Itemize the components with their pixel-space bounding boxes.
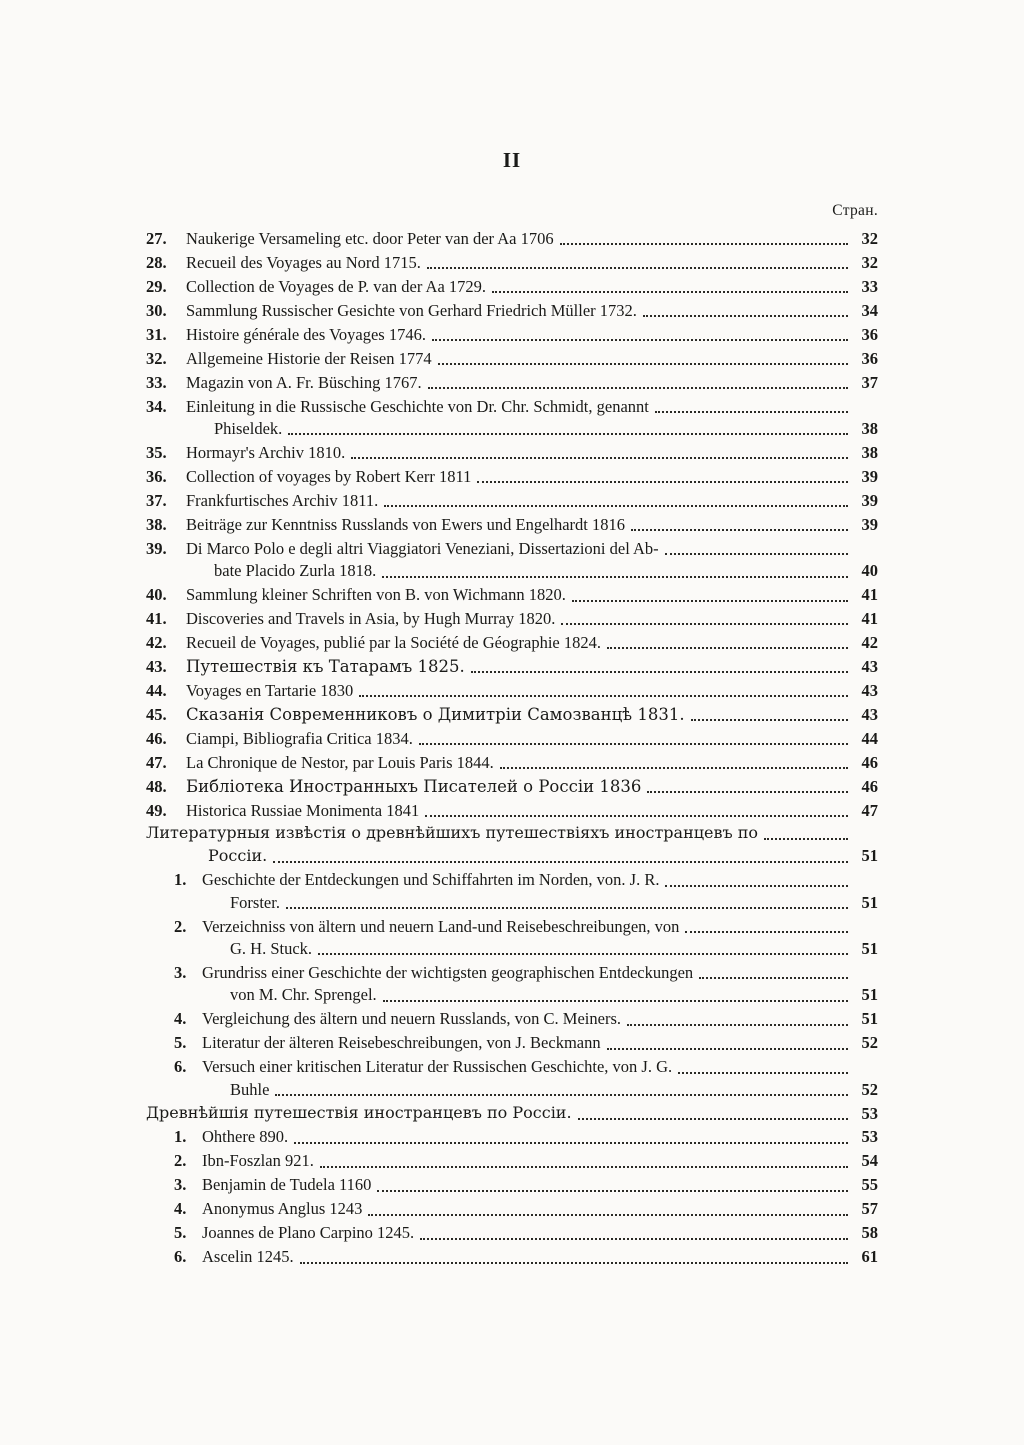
toc-entry-title: Versuch einer kritischen Literatur der Russischen Geschichte, von J. G. [202, 1057, 673, 1077]
toc-entry-number: 39. [146, 538, 167, 558]
toc-leader-dots [382, 574, 848, 578]
toc-leader-dots [685, 929, 848, 933]
toc-entry-title: Joannes de Plano Carpino 1245. [202, 1223, 415, 1243]
toc-entry-number: 3. [174, 1175, 187, 1195]
toc-leader-dots [377, 1188, 848, 1192]
toc-entry-number: 40. [146, 585, 167, 605]
toc-leader-dots [643, 313, 848, 317]
toc-entry-title: Collection de Voyages de P. van der Aa 1729. [186, 276, 487, 296]
toc-entry[interactable] [146, 1056, 878, 1100]
toc-leader-dots [432, 337, 848, 341]
toc-entry-number: 49. [146, 800, 167, 820]
toc-entry-number: 2. [174, 916, 187, 936]
toc-page-number: 41 [861, 585, 878, 605]
toc-entry-title: Verzeichniss von ältern und neuern Land-und Reisebeschreibungen, von [202, 916, 680, 936]
toc-entry-title: Ibn-Foszlan 921. [202, 1151, 314, 1171]
toc-entry-number: 27. [146, 229, 167, 248]
toc-entry-number: 48. [146, 776, 167, 796]
toc-leader-dots [500, 765, 848, 769]
toc-page-number: 43 [861, 656, 878, 676]
toc-entry[interactable] [146, 348, 878, 369]
toc-entry[interactable] [146, 276, 878, 297]
page-number: II [502, 148, 522, 172]
toc-entry-number: 31. [146, 324, 167, 344]
toc-entry-title: Di Marco Polo e degli altri Viaggiatori Veneziani, Dissertazioni del Ab- [186, 538, 659, 558]
toc-leader-dots [351, 455, 848, 459]
toc-entry[interactable] [146, 324, 878, 345]
toc-entry[interactable] [146, 608, 878, 629]
toc-page-number: 42 [861, 632, 878, 652]
toc-entry-number: 28. [146, 252, 167, 272]
toc-entry-title: Sammlung kleiner Schriften von B. von Wichmann 1820. [186, 585, 566, 605]
toc-page-number: 39 [861, 514, 878, 534]
toc-page-number: 47 [861, 800, 878, 820]
toc-entry-title-continued: Forster. [230, 892, 280, 912]
toc-page-number: 51 [861, 1009, 878, 1029]
toc-page-number: 39 [861, 466, 878, 486]
toc-entry-title: Древнѣйшія путешествія иностранцевъ по Россіи. [146, 1103, 572, 1123]
toc-entry-number: 1. [174, 1127, 187, 1147]
toc-entry[interactable] [146, 869, 878, 913]
toc-page-number: 41 [861, 609, 878, 628]
toc-entry-title: Literatur der älteren Reisebeschreibungen, von J. Beckmann [202, 1033, 601, 1053]
toc-leader-dots [678, 1070, 848, 1074]
toc-entry-title-continued: Buhle [230, 1079, 270, 1099]
toc-page-number: 51 [861, 985, 878, 1005]
toc-page-number: 51 [861, 892, 878, 912]
toc-leader-dots [647, 789, 848, 793]
toc-leader-dots [607, 1046, 848, 1050]
toc-entry[interactable] [146, 490, 878, 511]
toc-entry-number: 5. [174, 1033, 187, 1053]
toc-entry-title: Recueil de Voyages, publié par la Société de Géographie 1824. [186, 632, 601, 652]
toc-leader-dots [273, 859, 848, 863]
toc-leader-dots [561, 621, 848, 625]
toc-entry-number: 30. [146, 300, 167, 320]
toc-entry[interactable] [146, 1198, 878, 1219]
toc-entry-number: 46. [146, 728, 167, 748]
toc-entry-number: 32. [146, 348, 167, 368]
toc-leader-dots [359, 693, 848, 697]
toc-page-number: 52 [861, 1079, 878, 1099]
toc-entry-number: 45. [146, 704, 167, 724]
toc-entry-title: Discoveries and Travels in Asia, by Hugh Murray 1820. [186, 609, 556, 628]
toc-leader-dots [275, 1092, 848, 1096]
toc-leader-dots [438, 361, 848, 365]
toc-page-number: 53 [861, 1103, 878, 1123]
toc-entry-number: 29. [146, 276, 167, 296]
toc-entry-number: 47. [146, 752, 167, 772]
toc-entry[interactable] [146, 228, 878, 249]
toc-leader-dots [320, 1164, 848, 1168]
toc-entry[interactable] [146, 728, 878, 749]
toc-entry[interactable] [146, 656, 878, 677]
toc-entry-title: Сказанія Современниковъ о Димитріи Самозванцѣ 1831. [186, 704, 685, 724]
toc-leader-dots [477, 479, 848, 483]
toc-entry[interactable] [146, 962, 878, 1006]
toc-entry[interactable] [146, 632, 878, 653]
page-column-header: Стран. [832, 202, 878, 219]
toc-entry-title: Grundriss einer Geschichte der wichtigsten geographischen Entdeckungen [202, 962, 694, 982]
toc-entry-title: Naukerige Versameling etc. door Peter van der Aa 1706 [186, 229, 554, 248]
toc-page-number: 55 [861, 1175, 878, 1195]
toc-entry[interactable] [146, 538, 878, 582]
toc-page-number: 38 [861, 442, 878, 462]
toc-leader-dots [655, 409, 848, 413]
toc-leader-dots [383, 998, 848, 1002]
toc-entry[interactable] [146, 752, 878, 773]
toc-leader-dots [699, 975, 848, 979]
toc-leader-dots [288, 431, 848, 435]
toc-entry-title: Vergleichung des ältern und neuern Russlands, von C. Meiners. [202, 1009, 621, 1029]
toc-entry-title: Anonymus Anglus 1243 [202, 1199, 363, 1219]
toc-entry[interactable] [146, 704, 878, 725]
toc-leader-dots [286, 905, 848, 909]
toc-entry-title: Collection of voyages by Robert Kerr 1811 [186, 466, 472, 486]
toc-entry-title: Recueil des Voyages au Nord 1715. [186, 252, 421, 272]
toc-entry[interactable] [146, 300, 878, 321]
toc-entry-number: 35. [146, 442, 167, 462]
toc-entry[interactable] [146, 823, 878, 866]
toc-leader-dots [425, 813, 848, 817]
toc-entry-title: Frankfurtisches Archiv 1811. [186, 490, 379, 510]
toc-leader-dots [627, 1022, 848, 1026]
toc-entry-title: Einleitung in die Russische Geschichte von Dr. Chr. Schmidt, genannt [186, 396, 649, 416]
toc-page-number: 33 [861, 276, 878, 296]
toc-entry-title: Allgemeine Historie der Reisen 1774 [186, 348, 432, 368]
toc-entry-title-continued: von M. Chr. Sprengel. [230, 985, 377, 1005]
toc-entry-title: Histoire générale des Voyages 1746. [186, 324, 426, 344]
toc-entry[interactable] [146, 1246, 878, 1267]
toc-leader-dots [384, 503, 848, 507]
toc-page-number: 34 [861, 300, 878, 320]
toc-entry[interactable] [146, 1008, 878, 1029]
toc-entry[interactable] [146, 442, 878, 463]
toc-entry-title: Путешествія къ Татарамъ 1825. [186, 656, 465, 676]
toc-entry[interactable] [146, 680, 878, 701]
toc-entry[interactable] [146, 1103, 878, 1124]
toc-page-number: 39 [861, 490, 878, 510]
toc-entry-number: 5. [174, 1223, 187, 1243]
toc-leader-dots [427, 265, 848, 269]
toc-leader-dots [572, 598, 848, 602]
toc-page-number: 44 [861, 728, 878, 748]
toc-entry-title: Magazin von A. Fr. Büsching 1767. [186, 372, 422, 392]
toc-entry-title: La Chronique de Nestor, par Louis Paris 1844. [186, 752, 494, 772]
toc-entry-title: Библіотека Иностранныхъ Писателей о Россіи 1836 [186, 776, 642, 796]
toc-page-number: 52 [861, 1033, 878, 1053]
toc-entry-title-continued: G. H. Stuck. [230, 938, 313, 958]
toc-page-number: 54 [861, 1151, 878, 1171]
toc-page-number: 40 [861, 561, 878, 581]
toc-entry-number: 6. [174, 1057, 187, 1077]
toc-page-number: 51 [861, 938, 878, 958]
toc-leader-dots [428, 385, 848, 389]
toc-page-number: 57 [861, 1199, 878, 1219]
toc-leader-dots [665, 883, 848, 887]
toc-leader-dots [492, 289, 848, 293]
toc-entry-title: Geschichte der Entdeckungen und Schiffahrten im Norden, von. J. R. [202, 870, 660, 890]
toc-entry-title: Sammlung Russischer Gesichte von Gerhard Friedrich Müller 1732. [186, 300, 637, 320]
toc-leader-dots [665, 551, 848, 555]
toc-entry[interactable] [146, 1150, 878, 1171]
toc-page-number: 43 [861, 704, 878, 724]
toc-entry[interactable] [146, 800, 878, 821]
toc-entry-title: Ciampi, Bibliografia Critica 1834. [186, 728, 413, 748]
toc-entry-number: 41. [146, 609, 167, 628]
toc-entry-number: 6. [174, 1247, 187, 1267]
toc-entry-title: Beiträge zur Kenntniss Russlands von Ewers und Engelhardt 1816 [186, 514, 626, 534]
toc-entry-number: 34. [146, 396, 167, 416]
toc-entry[interactable] [146, 584, 878, 605]
toc-entry[interactable] [146, 252, 878, 273]
toc-entry[interactable] [146, 1126, 878, 1147]
toc-page-number: 36 [861, 348, 878, 368]
toc-page-number: 51 [861, 846, 878, 866]
toc-entry-title: Historica Russiae Monimenta 1841 [186, 800, 420, 820]
toc-entry[interactable] [146, 396, 878, 440]
toc-page-number: 37 [861, 372, 878, 392]
toc-leader-dots [300, 1260, 848, 1264]
toc-entry-title-continued: bate Placido Zurla 1818. [214, 561, 377, 581]
toc-entry-title: Benjamin de Tudela 1160 [202, 1175, 372, 1195]
toc-page-number: 61 [861, 1247, 878, 1267]
toc-entry[interactable] [146, 1174, 878, 1195]
toc-entry-title: Ohthere 890. [202, 1127, 289, 1147]
toc-entry[interactable] [146, 1222, 878, 1243]
toc-page-number: 58 [861, 1223, 878, 1243]
toc-entry[interactable] [146, 466, 878, 487]
toc-entry-title: Voyages en Tartarie 1830 [186, 680, 354, 700]
toc-leader-dots [691, 717, 848, 721]
toc-entry-title: Ascelin 1245. [202, 1247, 294, 1267]
toc-leader-dots [318, 951, 848, 955]
toc-page-number: 36 [861, 324, 878, 344]
toc-page-number: 38 [861, 419, 878, 438]
toc-page-number: 53 [861, 1127, 878, 1147]
toc-leader-dots [631, 527, 848, 531]
toc-page-number: 43 [861, 680, 878, 700]
toc-leader-dots [607, 645, 848, 649]
toc-entry-number: 4. [174, 1199, 187, 1219]
toc-entry-title: Литературныя извѣстія о древнѣйшихъ путешествіяхъ иностранцевъ по [146, 823, 759, 843]
toc-entry-number: 42. [146, 632, 167, 652]
toc-entry-number: 37. [146, 490, 167, 510]
toc-page-number: 46 [861, 752, 878, 772]
toc-entry-number: 1. [174, 870, 187, 890]
toc-entry-number: 43. [146, 656, 167, 676]
toc-entry[interactable] [146, 514, 878, 535]
toc-leader-dots [560, 241, 848, 245]
toc-entry-number: 36. [146, 466, 167, 486]
toc-leader-dots [294, 1140, 848, 1144]
toc-entry-number: 2. [174, 1151, 187, 1171]
toc-entry-number: 4. [174, 1009, 187, 1029]
toc-entry-number: 38. [146, 514, 167, 534]
toc-leader-dots [368, 1212, 848, 1216]
toc-entry-title-continued: Phiseldek. [214, 419, 283, 438]
toc-page-number: 32 [861, 252, 878, 272]
toc-entry-number: 3. [174, 962, 187, 982]
toc-entry-title-continued: Россіи. [208, 845, 268, 865]
toc-leader-dots [471, 669, 848, 673]
toc-entry-number: 44. [146, 680, 167, 700]
toc-entry-number: 33. [146, 372, 167, 392]
toc-page-number: 32 [861, 229, 878, 248]
toc-leader-dots [420, 1236, 848, 1240]
toc-page-number: 46 [861, 776, 878, 796]
table-of-contents [146, 228, 878, 1270]
toc-leader-dots [578, 1116, 848, 1120]
toc-leader-dots [419, 741, 848, 745]
toc-entry[interactable] [146, 372, 878, 393]
toc-entry[interactable] [146, 1032, 878, 1053]
toc-entry[interactable] [146, 776, 878, 797]
toc-leader-dots [764, 836, 848, 840]
toc-entry-title: Hormayr's Archiv 1810. [186, 442, 346, 462]
toc-entry[interactable] [146, 916, 878, 960]
